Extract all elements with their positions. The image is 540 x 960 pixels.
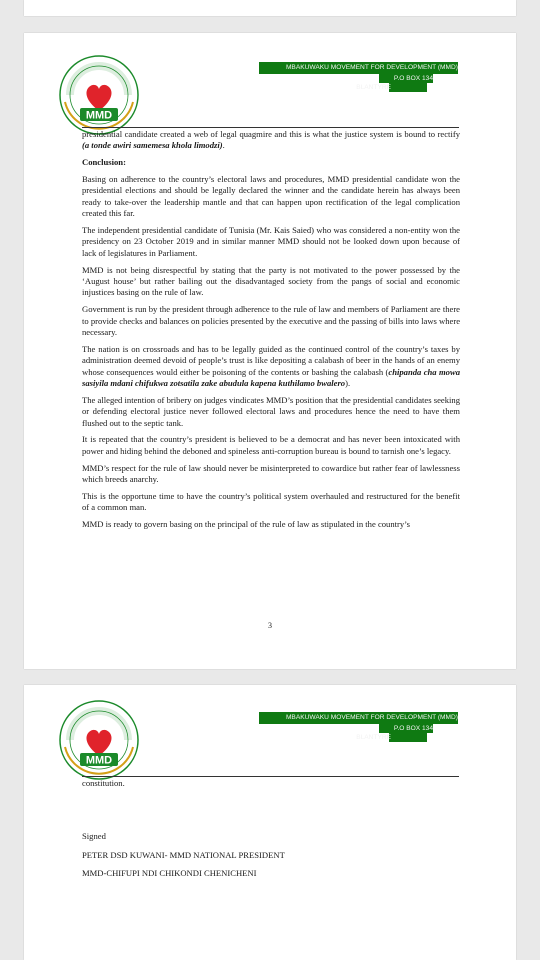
page-3-body bbox=[82, 129, 460, 536]
paragraph: This is the opportune time to have the country’s political system overhauled and restructured for the benefit of a common man. bbox=[82, 490, 460, 513]
letterhead-rule bbox=[82, 776, 459, 777]
letterhead-city: BLANTYRE bbox=[356, 734, 391, 741]
mmd-logo-emblem bbox=[58, 699, 140, 781]
continuation-text: constitution. bbox=[82, 778, 125, 788]
paragraph: The independent presidential candidate of Tunisia (Mr. Kais Saied) who was considered a non-entity won the presidency on 23 October 2019 and in similar manner MMD should not be looked down upon because of lack of legislatures in Parliament. bbox=[82, 225, 460, 258]
continuation-paragraph bbox=[82, 129, 460, 152]
continuation-text: presidential candidate created a web of legal quagmire and this is what the justice system is bound to rectify bbox=[82, 129, 460, 139]
paragraph: MMD is not being disrespectful by stating that the party is not motivated to the power possessed by the ‘August house’ but rather bailing out the disadvantaged society from the pangs of social and economic injustices basing on the rule of law. bbox=[82, 264, 460, 298]
mmd-logo bbox=[58, 54, 140, 136]
mmd-logo-emblem bbox=[58, 54, 140, 136]
letterhead-org: MBAKUWAKU MOVEMENT FOR DEVELOPMENT (MMD) bbox=[285, 64, 458, 71]
document-page-3 bbox=[24, 33, 516, 669]
continuation-emphasis: (a tonde awiri samemesa khola limodzi) bbox=[82, 140, 223, 151]
paragraph: Basing on adherence to the country’s electoral laws and procedures, MMD presidential candidate won the presidential elections and should be legally declared the winner and the candidate herein has always been ready to take-over the leadership mantle and that can happen upon rectification of the legal complication created this far. bbox=[82, 174, 460, 219]
letterhead-bar-3 bbox=[389, 733, 427, 742]
crossroads-paragraph bbox=[82, 344, 460, 390]
crossroads-text: The nation is on crossroads and has to be legally guided as the continued control of the country’s taxes by administration deemed devoid of people’s trust is like depositing a calabash of beer in the hands of an enemy whose consequences would either be poisoning of the contents or bashing the calabash ( bbox=[82, 343, 460, 377]
paragraph: Government is run by the president through adherence to the rule of law and members of Parliament are there to provide checks and balances on policies presented by the executive and the passing of bills into laws where necessary. bbox=[82, 304, 461, 338]
paragraph: MMD is ready to govern basing on the principal of the rule of law as stipulated in the country’s bbox=[82, 519, 410, 530]
continuation-end: . bbox=[222, 140, 225, 151]
svg-text:MMD: MMD bbox=[85, 109, 113, 122]
crossroads-end: ). bbox=[345, 378, 351, 389]
signed-label: Signed bbox=[82, 831, 106, 841]
letterhead-box: P.O BOX 134 bbox=[393, 75, 433, 82]
paragraph: It is repeated that the country’s president is believed to be a democrat and has never been intoxicated with power and hiding behind the deboned and spineless anti-corruption bureau is bound to tarnish one’s legacy. bbox=[82, 434, 460, 456]
letterhead-rule bbox=[82, 127, 459, 128]
svg-text:MMD: MMD bbox=[85, 754, 113, 767]
letterhead-box: P.O BOX 134 bbox=[393, 725, 433, 732]
previous-page-edge bbox=[24, 0, 516, 16]
document-page-4 bbox=[24, 685, 516, 960]
paragraph: MMD’s respect for the rule of law should never be misinterpreted to cowardice but rather fear of lawlessness which breeds anarchy. bbox=[82, 462, 460, 485]
page-number: 3 bbox=[268, 621, 272, 630]
conclusion-heading: Conclusion: bbox=[82, 157, 126, 168]
party-slogan: MMD-CHIFUPI NDI CHIKONDI CHENICHENI bbox=[82, 868, 257, 878]
letterhead-org: MBAKUWAKU MOVEMENT FOR DEVELOPMENT (MMD) bbox=[285, 714, 458, 721]
letterhead-bar-3 bbox=[389, 83, 427, 92]
crossroads-emphasis: chipanda cha mowa sasiyila mdani chifukwa zotsatila zake abudula kapena kuthilamo bwalero bbox=[82, 366, 460, 389]
signatory-name: PETER DSD KUWANI- MMD NATIONAL PRESIDENT bbox=[82, 850, 285, 860]
letterhead-city: BLANTYRE bbox=[356, 84, 391, 91]
paragraph: The alleged intention of bribery on judges vindicates MMD’s position that the presidential candidates seeking or defending electoral justice never followed electoral laws and procedures hence the need to have them flushed out to the septic tank. bbox=[82, 394, 460, 428]
mmd-logo bbox=[58, 699, 140, 781]
